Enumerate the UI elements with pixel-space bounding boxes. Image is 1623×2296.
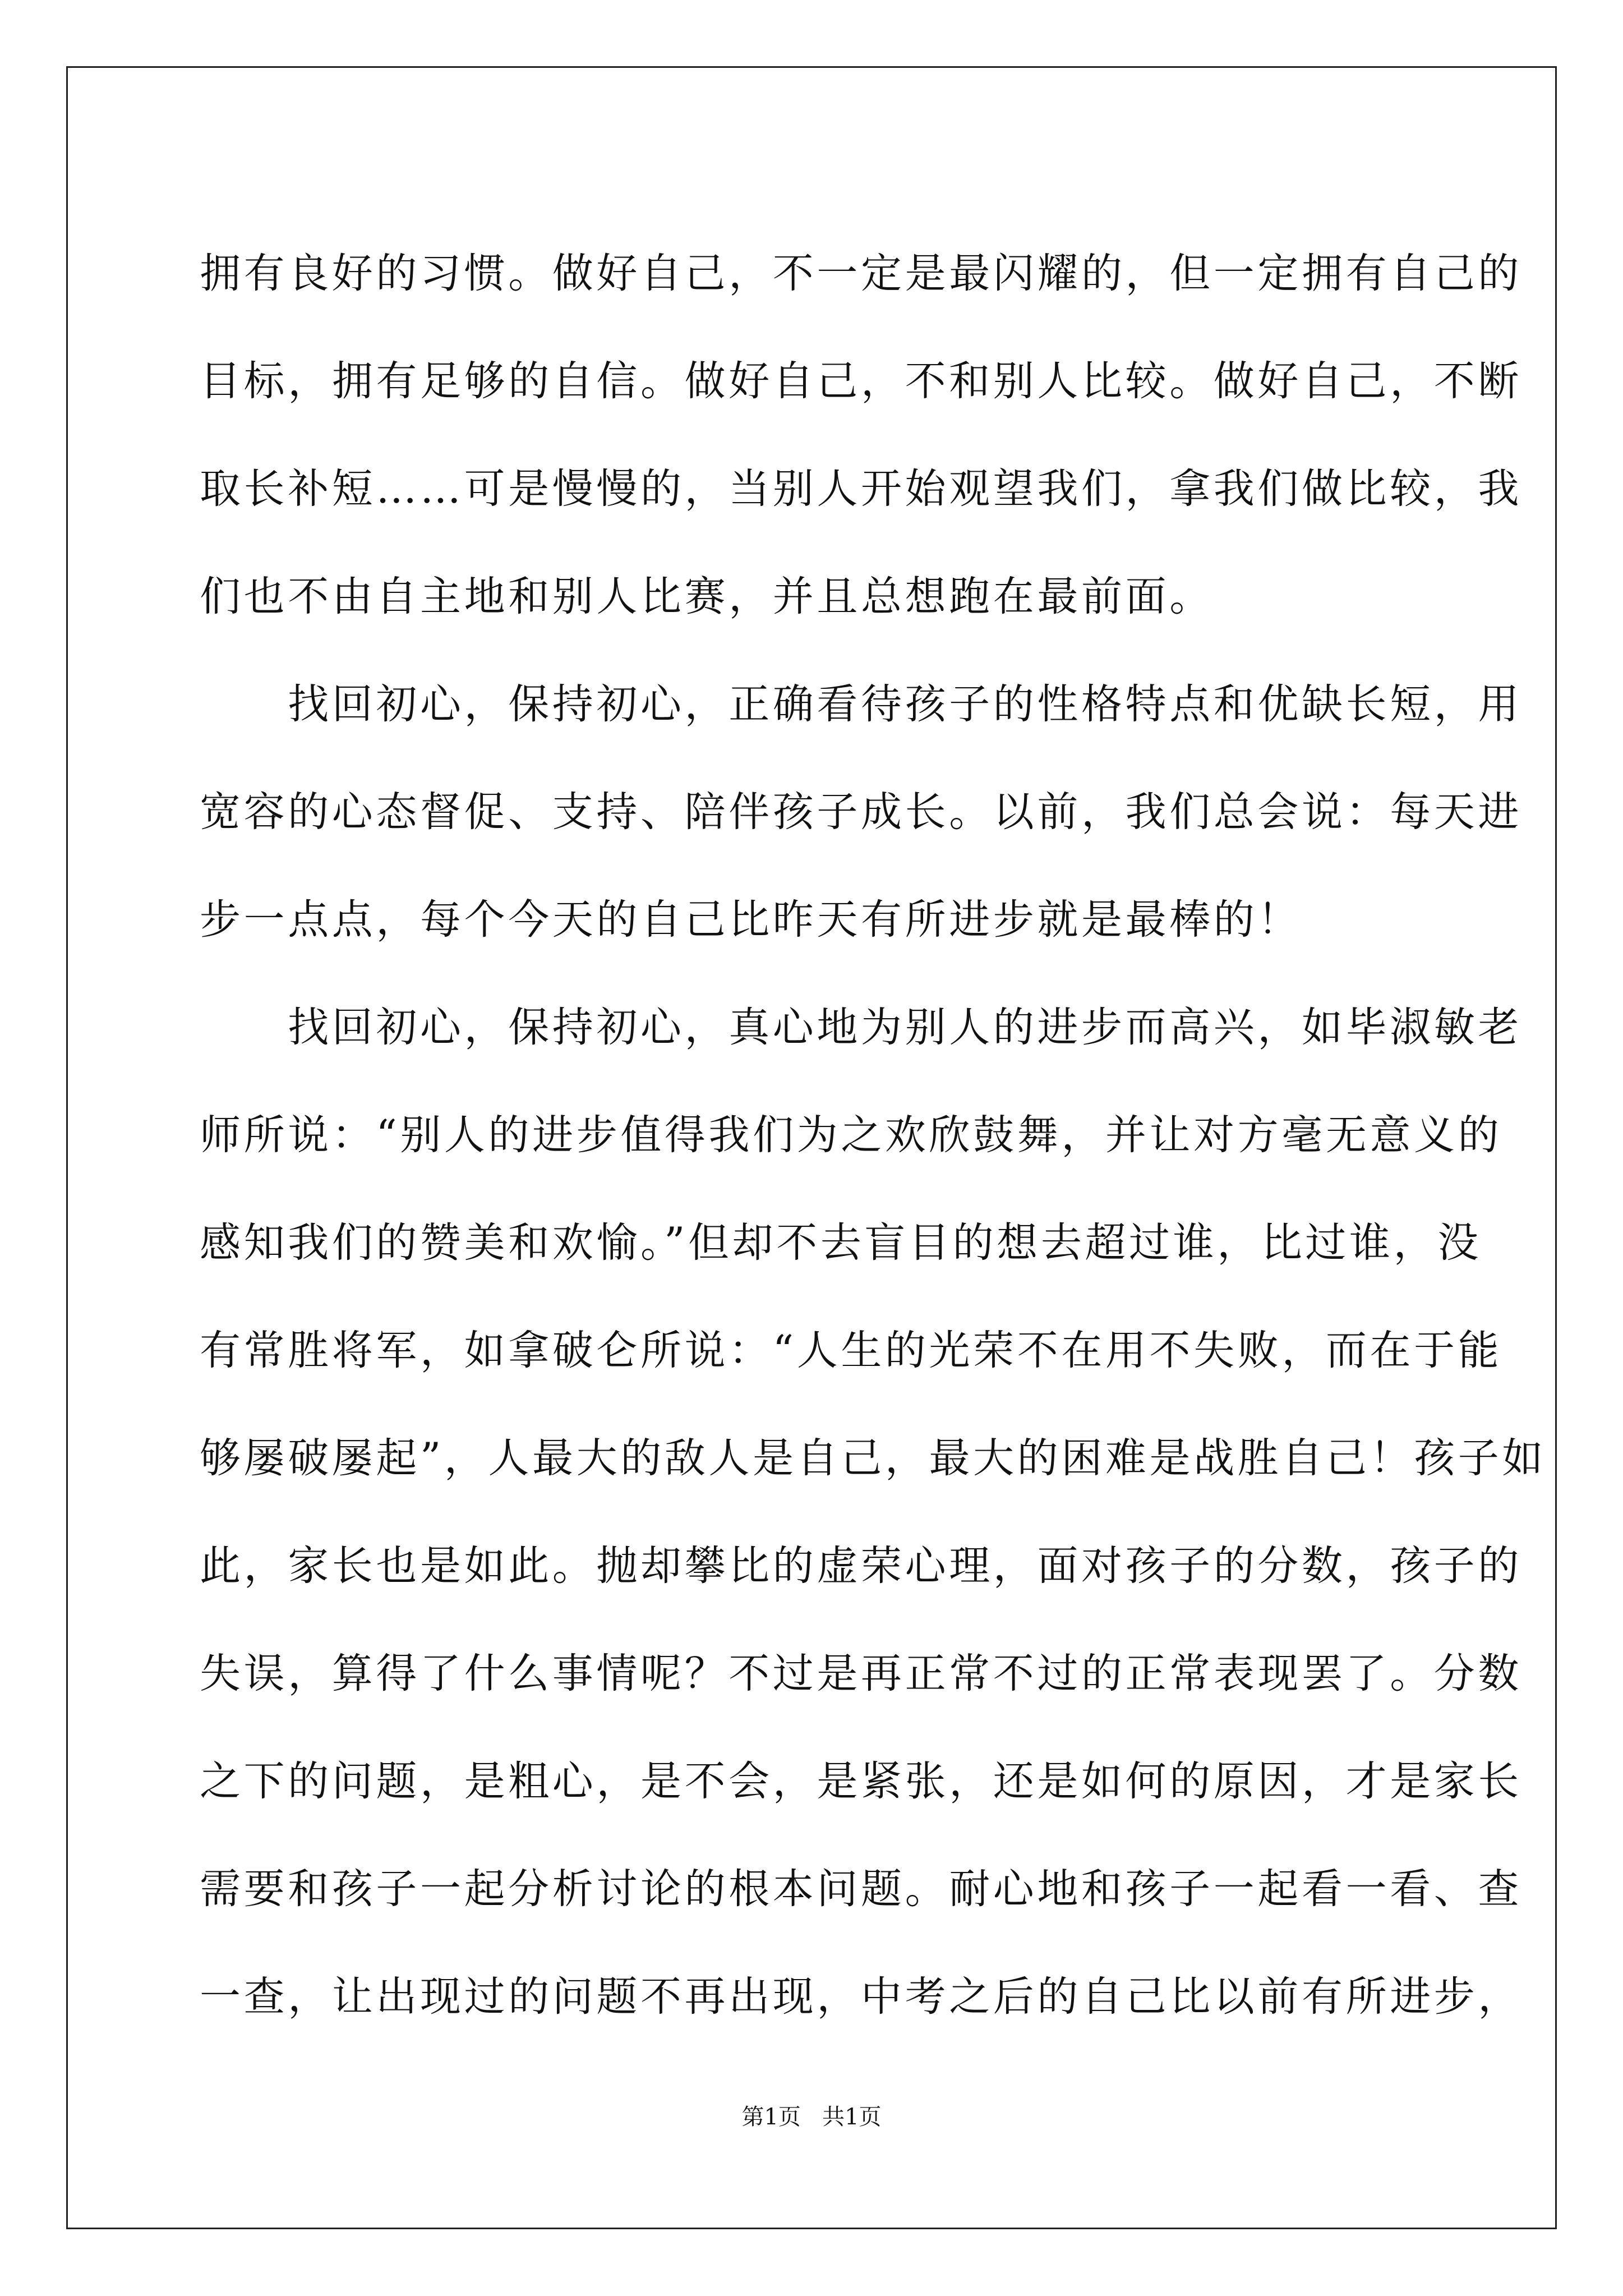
page-footer [0,2100,1623,2134]
text-line: 目标，拥有足够的自信。做好自己，不和别人比较。做好自己，不断 [200,357,1522,405]
text-line: 此，家长也是如此。抛却攀比的虚荣心理，面对孩子的分数，孩子的 [200,1542,1522,1590]
text-line: 一查，让出现过的问题不再出现，中考之后的自己比以前有所进步， [200,1973,1522,2021]
page-total: 共1页 [822,2104,882,2130]
text-line: 需要和孩子一起分析讨论的根本问题。耐心地和孩子一起看一看、查 [200,1865,1522,1913]
text-line: 取长补短……可是慢慢的，当别人开始观望我们，拿我们做比较，我 [200,465,1522,513]
text-line: 们也不由自主地和别人比赛，并且总想跑在最前面。 [200,573,1214,620]
text-line: 找回初心，保持初心，真心地为别人的进步而高兴，如毕淑敏老 [200,1004,1522,1051]
text-line: 失误，算得了什么事情呢？不过是再正常不过的正常表现罢了。分数 [200,1650,1522,1697]
text-line: 拥有良好的习惯。做好自己，不一定是最闪耀的，但一定拥有自己的 [200,250,1522,297]
text-line: 宽容的心态督促、支持、陪伴孩子成长。以前，我们总会说：每天进 [200,788,1522,836]
text-line: 有常胜将军，如拿破仑所说：“人生的光荣不在用不失败，而在于能 [200,1327,1502,1374]
text-line: 够屡破屡起”，人最大的敌人是自己，最大的困难是战胜自己！孩子如 [200,1434,1546,1482]
page-number: 第1页 [741,2104,801,2130]
text-line: 之下的问题，是粗心，是不会，是紧张，还是如何的原因，才是家长 [200,1757,1522,1805]
text-line: 师所说：“别人的进步值得我们为之欢欣鼓舞，并让对方毫无意义的 [200,1111,1502,1159]
document-body [200,220,1546,2051]
text-line: 步一点点，每个今天的自己比昨天有所进步就是最棒的！ [200,896,1302,944]
text-line: 找回初心，保持初心，正确看待孩子的性格特点和优缺长短，用 [200,680,1522,728]
text-line: 感知我们的赞美和欢愉。”但却不去盲目的想去超过谁，比过谁，没 [200,1219,1482,1267]
